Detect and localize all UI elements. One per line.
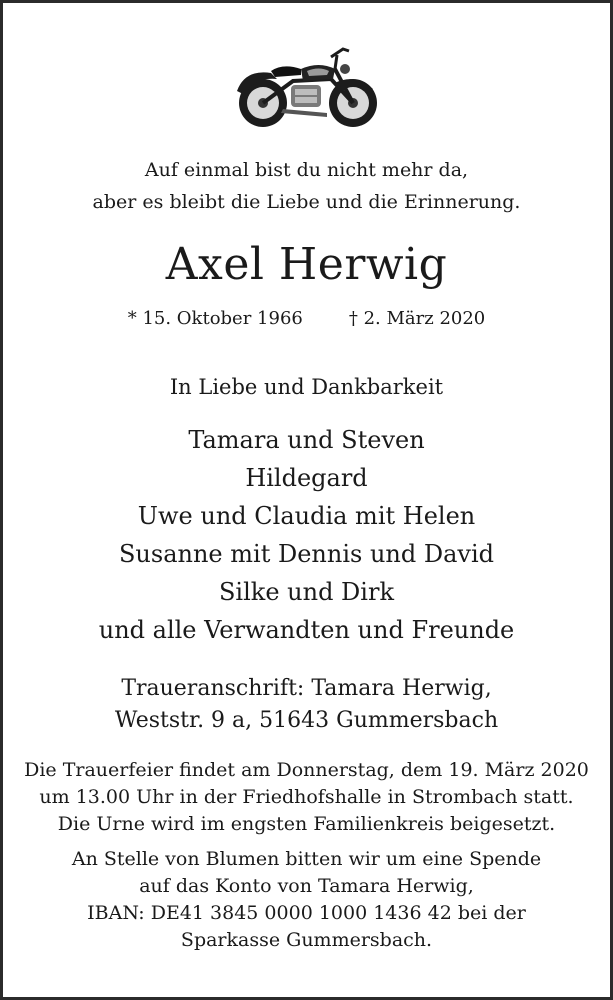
- family-member-line: Uwe und Claudia mit Helen: [137, 502, 476, 530]
- deceased-name: Axel Herwig: [165, 239, 448, 290]
- ceremony-line: um 13.00 Uhr in der Friedhofshalle in Strombach statt.: [39, 786, 574, 808]
- family-member-line: Silke und Dirk: [218, 578, 394, 606]
- ceremony-line: Die Urne wird im engsten Familienkreis beigesetzt.: [57, 813, 556, 835]
- verse-line-2: aber es bleibt die Liebe und die Erinnerung.: [92, 191, 521, 213]
- birth-date: * 15. Oktober 1966: [127, 308, 303, 329]
- family-member-line: Susanne mit Dennis und David: [118, 540, 494, 568]
- verse-line-1: Auf einmal bist du nicht mehr da,: [144, 159, 469, 181]
- life-dates: [3, 310, 610, 328]
- family-member-line: und alle Verwandten und Freunde: [98, 616, 515, 644]
- donation-line: Sparkasse Gummersbach.: [180, 929, 433, 951]
- donation-line: An Stelle von Blumen bitten wir um eine Spende: [71, 848, 542, 870]
- donation-line: IBAN: DE41 3845 0000 1000 1436 42 bei der: [87, 902, 526, 924]
- ceremony-line: Die Trauerfeier findet am Donnerstag, dem 19. März 2020: [24, 759, 589, 781]
- dedication-line: In Liebe und Dankbarkeit: [169, 375, 444, 399]
- family-member-line: Hildegard: [245, 464, 368, 492]
- motorcycle-icon: [231, 39, 383, 135]
- donation-line: auf das Konto von Tamara Herwig,: [139, 875, 474, 897]
- mourning-address-line-1: Traueranschrift: Tamara Herwig,: [121, 676, 492, 701]
- death-date: † 2. März 2020: [348, 308, 486, 329]
- mourning-address-line-2: Weststr. 9 a, 51643 Gummersbach: [114, 708, 499, 733]
- family-member-line: Tamara und Steven: [188, 426, 425, 454]
